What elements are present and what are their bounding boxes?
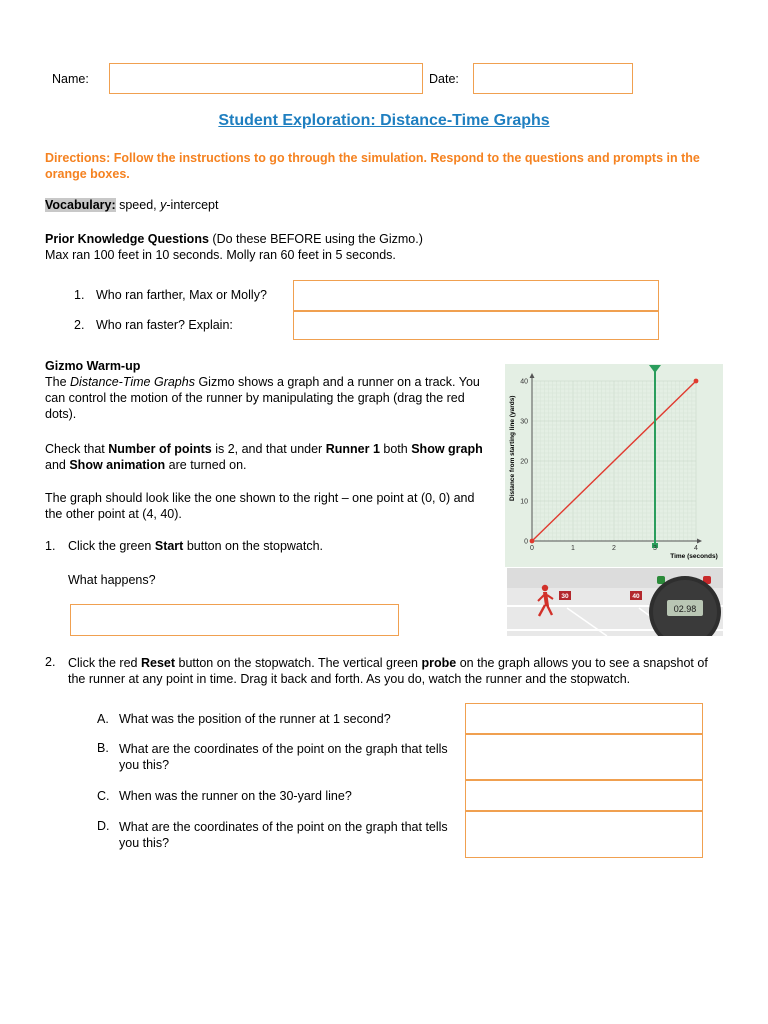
qc-answer-box[interactable] [465,780,703,811]
y-tick-label: 40 [520,378,528,386]
y-tick-label: 30 [520,418,528,426]
stopwatch-time: 02.98 [673,604,697,614]
x-axis-label: Time (seconds) [670,553,718,560]
x-tick-label: 4 [694,545,698,552]
s2-b2: probe [421,656,457,670]
q2-answer-box[interactable] [293,311,659,340]
distance-time-graph [505,364,723,567]
step1-number: 1. [45,539,56,553]
prior-intro: Max ran 100 feet in 10 seconds. Molly ran 60 feet in 5 seconds. [45,248,396,262]
prior-heading-note: (Do these BEFORE using the Gizmo.) [212,232,423,246]
p2-c: is 2, and that under [215,442,323,456]
runner-animation [507,568,723,636]
qd-letter: D. [97,819,110,833]
x-tick-label: 0 [530,545,534,552]
s2-b1: Reset [140,656,176,670]
qa-letter: A. [97,712,109,726]
qd-text: What are the coordinates of the point on the graph that tells you this? [119,820,448,850]
p2-d: both [383,442,408,456]
step2-text [68,655,708,687]
yard-marker-40-label: 40 [632,593,640,600]
q2-text: Who ran faster? Explain: [96,318,233,332]
warmup-p1-italic: Distance-Time Graphs [70,375,195,389]
p2-b2: Runner 1 [325,442,380,456]
prior-heading: Prior Knowledge Questions [45,232,209,246]
s2-a: Click the red [68,656,138,670]
warmup-p1-b: Gizmo shows a graph and a runner on a track. You can control the motion of the runner by manipulating the graph (drag the red dots). [45,375,480,421]
p2-f: are turned on. [168,458,247,472]
warmup-p3: The graph should look like the one shown to the right – one point at (0, 0) and the other point at (4, 40). [45,491,475,521]
vocabulary [45,198,218,212]
warmup-heading: Gizmo Warm-up [45,359,141,373]
name-label: Name: [52,72,89,86]
s1-c: button on the stopwatch. [186,539,324,553]
date-label: Date: [429,72,459,86]
qa-answer-box[interactable] [465,703,703,734]
vocab-text-a: speed, [119,198,157,212]
vocab-italic: y [160,198,167,212]
s1-a: Click the green [68,539,152,553]
warmup-p1-a: The [45,375,67,389]
step1-text [68,539,323,553]
what-happens-box[interactable] [70,604,399,636]
data-point-start[interactable] [530,539,535,544]
s1-b: Start [154,539,184,553]
q1-text: Who ran farther, Max or Molly? [96,288,267,302]
vocabulary-label: Vocabulary: [45,198,116,212]
qb-answer-box[interactable] [465,734,703,780]
date-field[interactable] [473,63,633,94]
x-tick-label: 1 [571,545,575,552]
q1-number: 1. [74,288,85,302]
x-tick-label: 3 [653,545,657,552]
p2-b1: Number of points [108,442,212,456]
data-point-end[interactable] [694,379,699,384]
y-tick-label: 20 [520,458,528,466]
what-happens-label: What happens? [68,573,156,587]
s2-d: on the graph allows you to see a snapshot of the runner at any point in time. Drag it back and forth. As you do, watch the runner and the stopwatch. [68,656,708,686]
s2-c: button on the stopwatch. The vertical green [178,656,419,670]
prior-knowledge [45,231,423,263]
warmup-section [45,358,495,422]
y-tick-label: 0 [524,538,528,546]
qd-answer-box[interactable] [465,811,703,858]
x-tick-label: 2 [612,545,616,552]
yard-marker-30-label: 30 [561,593,569,600]
p2-e: and [45,458,66,472]
qa-text: What was the position of the runner at 1 second? [119,712,391,726]
p2-a: Check that [45,442,105,456]
vocab-text-b: -intercept [166,198,219,212]
y-axis-label: Distance from starting line (yards) [509,395,516,501]
y-tick-label: 10 [520,498,528,506]
qc-letter: C. [97,789,110,803]
qc-text: When was the runner on the 30-yard line? [119,789,352,803]
p2-b3: Show graph [411,442,483,456]
qb-text: What are the coordinates of the point on the graph that tells you this? [119,742,448,772]
start-button[interactable] [657,576,665,584]
p2-b4: Show animation [69,458,166,472]
q1-answer-box[interactable] [293,280,659,311]
warmup-p2 [45,441,495,473]
page-title: Student Exploration: Distance-Time Graphs [218,112,550,129]
step2-number: 2. [45,655,56,669]
directions: Directions: Follow the instructions to go through the simulation. Respond to the questions and prompts in the orange boxes. [45,151,700,181]
q2-number: 2. [74,318,85,332]
qb-letter: B. [97,741,109,755]
name-field[interactable] [109,63,423,94]
